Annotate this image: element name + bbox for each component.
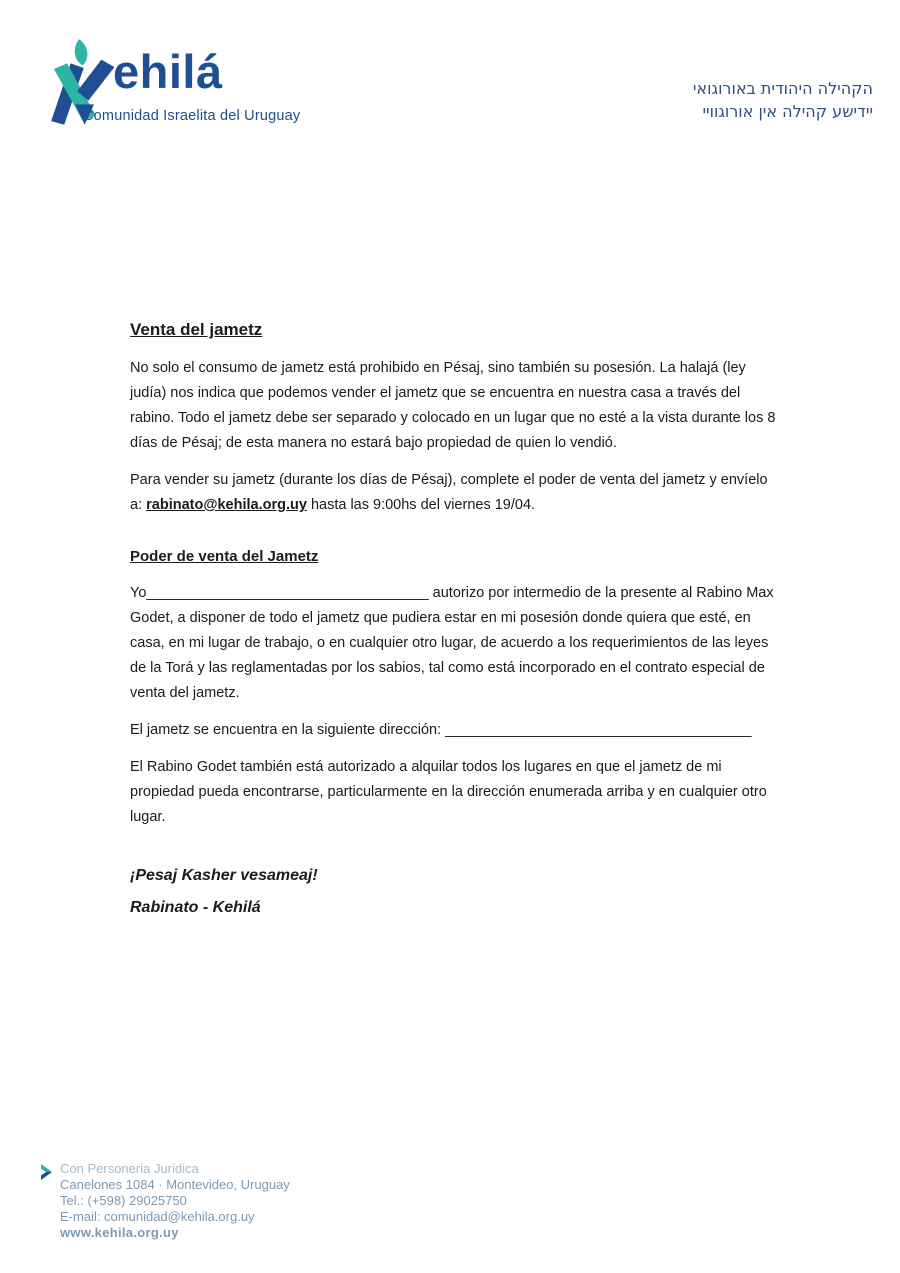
paragraph-authorization: Yo___________________________________ autorizo por intermedio de la presente al Rabino Max Godet, a disponer de todo el jametz que pudiera estar en mi posesión donde quiera que esté, en casa, en mi lugar de trabajo, o en cualquier otro lugar, de acuerdo a los requerimientos de las leyes de la Torá y las reglamentadas por los sabios, tal como está incorporado en el contrato especial de venta del jametz. [130, 585, 774, 701]
hebrew-line-1: הקהילה היהודית באורוגואי [692, 79, 873, 98]
document-title: Venta del jametz [130, 320, 263, 339]
footer-email: E-mail: comunidad@kehila.org.uy [60, 1209, 255, 1224]
hebrew-header [693, 77, 873, 123]
footer-legal-status: Con Personeria Juridica [60, 1161, 199, 1176]
address-blank-line: ______________________________________ [445, 722, 752, 738]
closing-signature: Rabinato - Kehilá [130, 899, 261, 916]
brand-tagline: Comunidad Israelita del Uruguay [83, 108, 301, 124]
footer [40, 1161, 290, 1241]
brand-wordmark: ehilá [113, 45, 223, 98]
instructions-text-before: Para vender su jametz (durante los días de Pésaj), complete el poder de venta del jametz y envíelo a: [130, 472, 768, 513]
paragraph-instructions [130, 468, 778, 518]
rabinato-email-link[interactable]: rabinato@kehila.org.uy [146, 497, 307, 513]
chevron-icon [40, 1163, 54, 1181]
closing-greeting: ¡Pesaj Kasher vesameaj! [130, 867, 318, 884]
footer-address: Canelones 1084 · Montevideo, Uruguay [60, 1177, 290, 1192]
hebrew-line-2: יידישע קהילה אין אורוגוויי [702, 102, 873, 121]
paragraph-prohibition: No solo el consumo de jametz está prohibido en Pésaj, sino también su posesión. La halajá (ley judía) nos indica que podemos vender el jametz que se encuentra en nuestra casa a través del rabino. Todo el jametz debe ser separado y colocado en un lugar que no esté a la vista durante los 8 días de Pésaj; de esta manera no estará bajo propiedad de quien lo vendió. [130, 360, 776, 451]
paragraph-rental-authorization: El Rabino Godet también está autorizado a alquilar todos los lugares en que el jametz de mi propiedad pueda encontrarse, particularmente en la dirección enumerada arriba y en cualquier otro lugar. [130, 759, 767, 825]
address-label: El jametz se encuentra en la siguiente dirección: [130, 722, 446, 738]
instructions-text-after: hasta las 9:00hs del viernes 19/04. [306, 497, 536, 513]
footer-website: www.kehila.org.uy [60, 1225, 179, 1240]
footer-phone: Tel.: (+598) 29025750 [60, 1193, 187, 1208]
letter-body [130, 320, 778, 918]
footer-contact-block [60, 1161, 290, 1241]
kehila-logo [40, 36, 320, 131]
section-title-poder: Poder de venta del Jametz [130, 548, 319, 565]
paragraph-address [130, 718, 778, 743]
